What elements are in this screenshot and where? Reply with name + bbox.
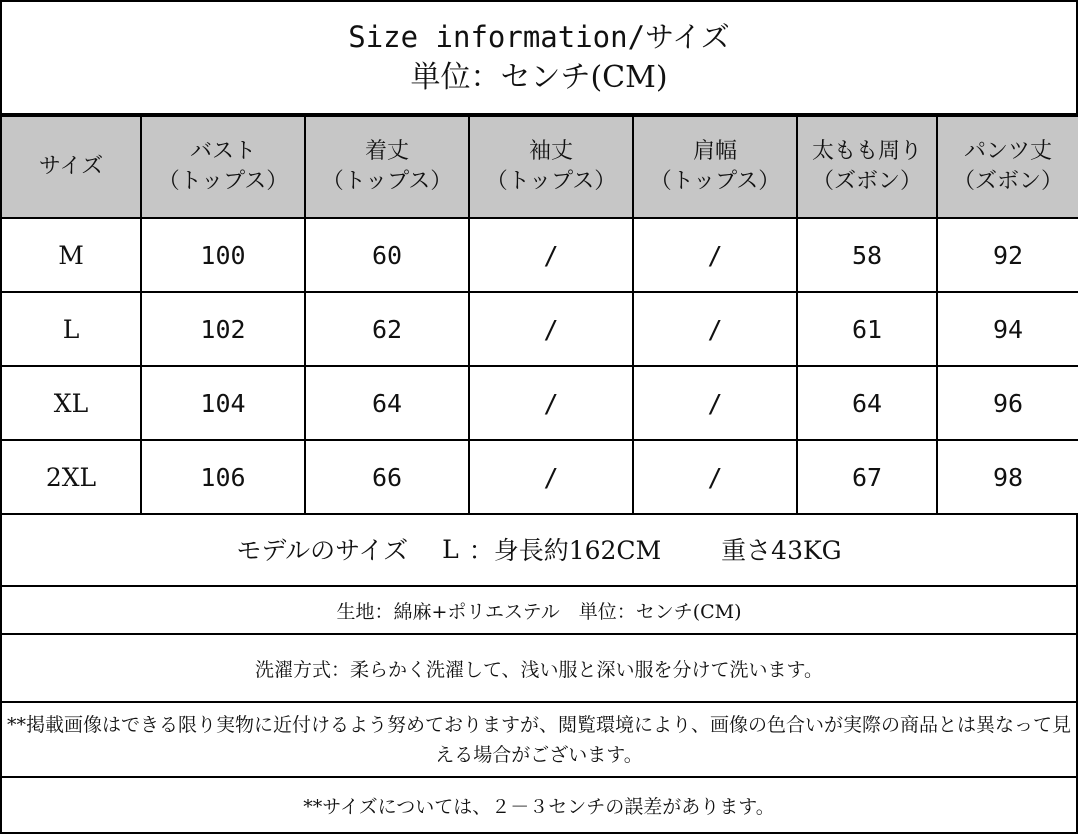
- table-cell: /: [469, 218, 633, 292]
- table-cell: /: [633, 292, 797, 366]
- table-cell: 100: [141, 218, 305, 292]
- washing-info-row: [0, 635, 1078, 703]
- table-cell: 66: [305, 440, 469, 514]
- column-header-length: 着丈 （トップス）: [305, 116, 469, 218]
- table-row: [1, 218, 1078, 292]
- size-diff-text: **サイズについては、２－３センチの誤差があります。: [303, 795, 775, 818]
- page-title: Size information/サイズ: [348, 19, 730, 54]
- table-cell: 106: [141, 440, 305, 514]
- table-cell: 60: [305, 218, 469, 292]
- color-note-text: **掲載画像はできる限り実物に近付けるよう努めておりますが、閲覧環境により、画像の色合いが実際の商品とは異なって見える場合がございます。: [6, 713, 1071, 766]
- table-cell: 94: [937, 292, 1078, 366]
- table-cell: L: [1, 292, 141, 366]
- fabric-text: 生地：綿麻+ポリエステル 単位：センチ(CM): [336, 600, 742, 623]
- model-label: モデルのサイズ: [236, 536, 409, 565]
- size-diff-row: [0, 778, 1078, 834]
- table-cell: 102: [141, 292, 305, 366]
- table-cell: 96: [937, 366, 1078, 440]
- model-size: L: [442, 534, 459, 564]
- table-cell: /: [469, 440, 633, 514]
- table-cell: /: [469, 366, 633, 440]
- column-header-pants-length: パンツ丈 （ズボン）: [937, 116, 1078, 218]
- model-height: ：身長約162CM: [468, 536, 662, 565]
- table-row: [1, 292, 1078, 366]
- table-cell: /: [633, 366, 797, 440]
- column-header-sleeve: 袖丈 （トップス）: [469, 116, 633, 218]
- table-row: [1, 440, 1078, 514]
- column-header-thigh: 太もも周り （ズボン）: [797, 116, 937, 218]
- table-cell: /: [633, 218, 797, 292]
- table-row: [1, 366, 1078, 440]
- table-cell: 64: [797, 366, 937, 440]
- column-header-size: サイズ: [1, 116, 141, 218]
- color-note-row: [0, 703, 1078, 778]
- table-cell: 67: [797, 440, 937, 514]
- table-cell: 61: [797, 292, 937, 366]
- table-cell: /: [633, 440, 797, 514]
- fabric-info-row: [0, 587, 1078, 635]
- table-cell: 2XL: [1, 440, 141, 514]
- table-cell: 92: [937, 218, 1078, 292]
- table-cell: M: [1, 218, 141, 292]
- washing-text: 洗濯方式：柔らかく洗濯して、浅い服と深い服を分けて洗います。: [254, 658, 824, 681]
- table-cell: 104: [141, 366, 305, 440]
- column-header-bust: バスト （トップス）: [141, 116, 305, 218]
- column-header-shoulder: 肩幅 （トップス）: [633, 116, 797, 218]
- table-cell: /: [469, 292, 633, 366]
- table-cell: 64: [305, 366, 469, 440]
- size-table: [0, 115, 1078, 515]
- model-info-row: [0, 513, 1078, 587]
- table-cell: 98: [937, 440, 1078, 514]
- table-header-row: [1, 116, 1078, 218]
- model-weight: 重さ43KG: [721, 536, 842, 565]
- title-block: [0, 0, 1078, 115]
- table-cell: 58: [797, 218, 937, 292]
- table-cell: XL: [1, 366, 141, 440]
- unit-subtitle: 単位：センチ(CM): [410, 59, 668, 95]
- table-cell: 62: [305, 292, 469, 366]
